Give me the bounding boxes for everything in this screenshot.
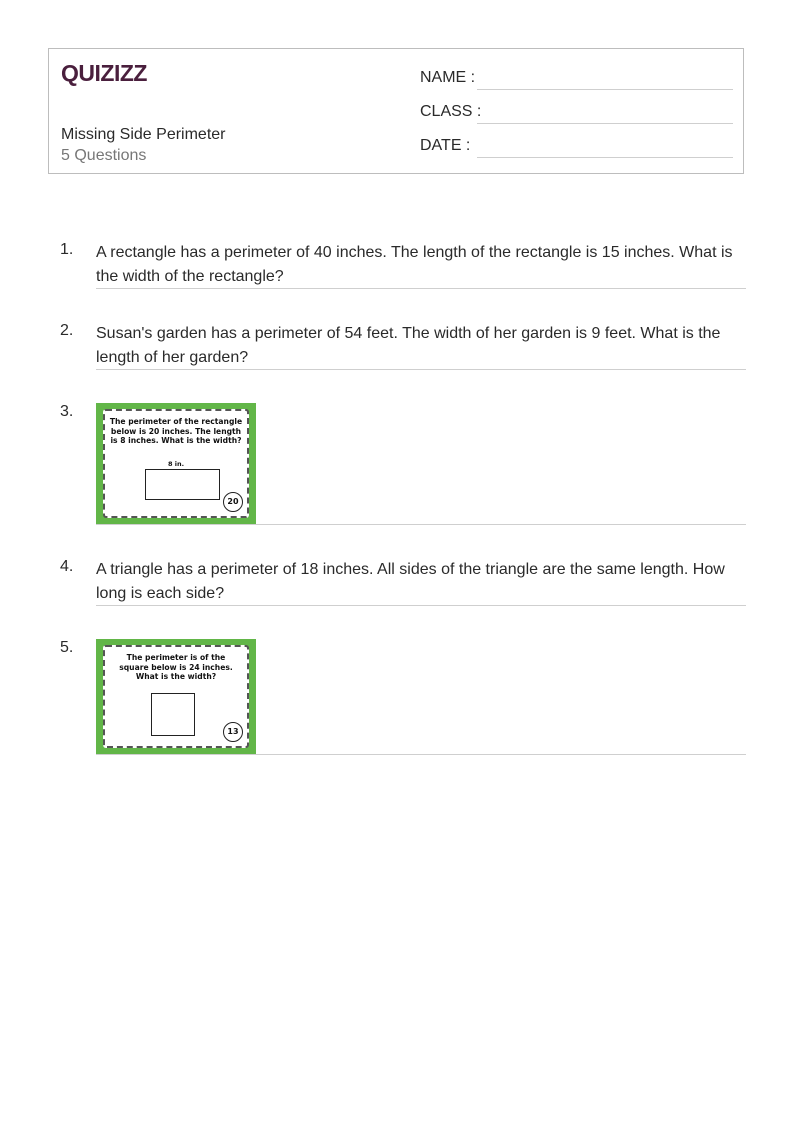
worksheet-title: Missing Side Perimeter — [61, 126, 226, 143]
question-text: Susan's garden has a perimeter of 54 feet. The width of her garden is 9 feet. What is the length of her garden? — [96, 325, 721, 366]
question-number: 4. — [60, 558, 74, 575]
name-label: NAME : — [420, 69, 476, 86]
card-number-badge: 20 — [223, 492, 243, 512]
task-card-frame — [103, 409, 249, 518]
question-text: A rectangle has a perimeter of 40 inches. The length of the rectangle is 15 inches. What is the width of the rectangle? — [96, 244, 733, 285]
svg-text:QUIZIZZ: QUIZIZZ — [61, 60, 147, 86]
quizizz-logo — [61, 59, 153, 87]
task-card-image — [96, 403, 256, 524]
task-card-text: The perimeter of the rectangle below is 20 inches. The length is 8 inches. What is the width? — [109, 417, 243, 445]
dimension-label: 8 in. — [167, 460, 185, 468]
question-number: 2. — [60, 322, 74, 339]
answer-line[interactable] — [96, 524, 746, 525]
class-line[interactable] — [477, 123, 733, 124]
square-shape — [151, 693, 195, 736]
question-number: 3. — [60, 403, 74, 420]
question-number: 5. — [60, 639, 74, 656]
date-line[interactable] — [477, 157, 733, 158]
task-card-frame — [103, 645, 249, 748]
name-line[interactable] — [477, 89, 733, 90]
date-label: DATE : — [420, 137, 471, 154]
task-card-image — [96, 639, 256, 754]
task-card-text: The perimeter is of the square below is 24 inches. What is the width? — [119, 653, 233, 681]
rectangle-shape — [145, 469, 220, 500]
class-label: CLASS : — [420, 103, 482, 120]
answer-line[interactable] — [96, 288, 746, 289]
answer-line[interactable] — [96, 605, 746, 606]
question-number: 1. — [60, 241, 74, 258]
answer-line[interactable] — [96, 369, 746, 370]
card-number-badge: 13 — [223, 722, 243, 742]
question-text: A triangle has a perimeter of 18 inches. All sides of the triangle are the same length. How long is each side? — [96, 561, 725, 602]
worksheet-header — [48, 48, 744, 174]
question-count: 5 Questions — [61, 147, 147, 164]
answer-line[interactable] — [96, 754, 746, 755]
